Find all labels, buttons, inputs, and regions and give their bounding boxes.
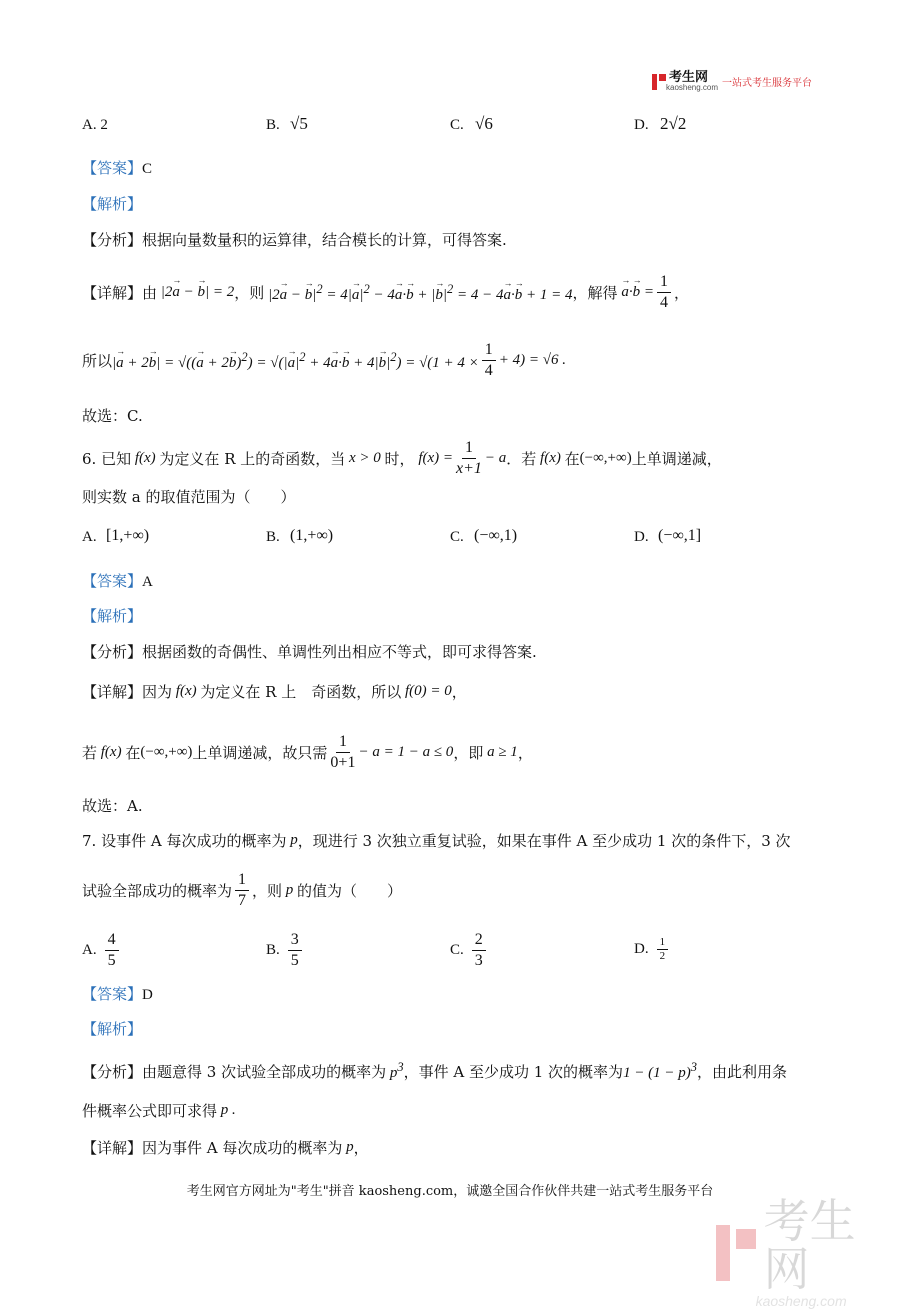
q7-fenxi-line1 xyxy=(82,1060,787,1082)
q5-answer xyxy=(82,157,152,178)
logo-name: 考生网 xyxy=(669,69,709,84)
q6-answer xyxy=(82,570,153,591)
math-expr: $p^3$ xyxy=(386,1060,404,1081)
math-expr: f(0) = 0 xyxy=(401,683,452,699)
answer-value: C xyxy=(142,161,153,177)
stem-text: ，则 xyxy=(252,882,283,900)
q6-fenxi xyxy=(82,641,537,662)
stem-text: 在 xyxy=(564,450,580,468)
answer-tag: 【答案】 xyxy=(82,159,143,177)
q6-analysis-tag: 【解析】 xyxy=(82,607,143,625)
fenxi-tag: 【分析】 xyxy=(82,643,143,661)
q6-option-b-value: (1,+∞) xyxy=(290,527,334,544)
q7-option-d xyxy=(634,936,671,963)
watermark-domain: kaosheng.com xyxy=(755,1293,847,1309)
q7-stem-line2 xyxy=(82,870,402,911)
option-label: B. xyxy=(266,942,280,958)
q5-option-b-value: √5 xyxy=(290,114,308,133)
detail-text: ，即 xyxy=(453,744,484,762)
answer-value: D xyxy=(142,987,153,1003)
math-expr: → a·→ b = xyxy=(618,284,654,301)
q7-detail-line1: 【详解】 因为事件 A 每次成功的概率为 p ， xyxy=(82,1139,369,1157)
q6-detail-line1: 【详解】 因为 f(x) 为定义在 R 上 奇函数，所以 f(0) = 0 ， xyxy=(82,683,467,701)
q7-option-a xyxy=(82,930,122,971)
q5-option-d-label: D. xyxy=(634,117,649,133)
fenxi-text: 由题意得 3 次试验全部成功的概率为 xyxy=(142,1062,387,1081)
fenxi-text: ，事件 A 至少成功 1 次的概率为 xyxy=(403,1062,624,1081)
q5-option-c-label: C. xyxy=(450,117,464,133)
fraction: $\frac{2}{3}$ xyxy=(472,930,486,971)
answer-tag: 【答案】 xyxy=(82,572,143,590)
q7-option-b xyxy=(266,930,305,971)
math-expr: |→ a + 2→ b| = √((→ a + 2→ b)$^2$) = √(|→ $a|^2 + 4\to a\cdot\to b + 4|\to b|^2) = √(1 + 4$ × xyxy=(112,350,479,372)
math-expr: x > 0 xyxy=(345,450,385,466)
detail-text: 为定义在 R 上 奇函数，所以 xyxy=(200,683,402,701)
math-expr: |2→ a − → $b|^2 = 4|\to a|^2 - 4\to a\cdot\to b$ + |→ $b|^2 = 4 - 4\to a\cdot\to b + 1 = 4$ xyxy=(264,282,572,304)
fraction: $\frac{1}{2}$ xyxy=(657,936,669,963)
q5-analysis-tag: 【解析】 xyxy=(82,195,143,213)
stem-text: ，现进行 3 次独立重复试验，如果在事件 A 至少成功 1 次的条件下，3 次 xyxy=(297,832,791,850)
stem-text: 6. 已知 xyxy=(82,450,132,468)
fenxi-text: 件概率公式即可求得 xyxy=(82,1102,218,1120)
detail-text: 所以 xyxy=(82,352,113,370)
detail-text: 由 xyxy=(142,284,158,302)
math-expr: p xyxy=(282,882,298,898)
math-expr: f(x) xyxy=(97,744,126,760)
q5-option-a: A. 2 xyxy=(82,117,108,133)
detail-text: 在 xyxy=(125,744,141,762)
fraction: $\frac{1}{4}$ xyxy=(482,340,496,381)
fraction: $\frac{3}{5}$ xyxy=(288,930,302,971)
math-expr: $1 - (1 - p)^3$ xyxy=(623,1060,698,1081)
logo-slogan: 一站式考生服务平台 xyxy=(722,78,813,89)
math-expr: |2→ a − → b| = 2 xyxy=(157,284,234,301)
fenxi-text: 根据函数的奇偶性、单调性列出相应不等式，即可求得答案. xyxy=(142,643,537,661)
math-expr: − a = 1 − a ≤ 0 xyxy=(358,744,454,760)
fenxi-text: 根据向量数量积的运算律，结合模长的计算，可得答案. xyxy=(142,231,507,249)
q6-option-b-label: B. xyxy=(266,529,280,545)
q5-option-c-value: √6 xyxy=(475,114,493,133)
stem-text: 时， xyxy=(384,450,415,468)
detail-text: 上单调递减，故只需 xyxy=(192,744,328,762)
fenxi-text: ，由此利用条 xyxy=(697,1062,788,1081)
math-expr: + 4) = √6 . xyxy=(498,352,567,368)
math-expr: (−∞,+∞) xyxy=(140,744,193,760)
q6-conclusion: 故选：A. xyxy=(82,797,143,815)
math-expr: p xyxy=(342,1139,354,1155)
math-expr: f(x) = xyxy=(414,450,453,466)
q7-fenxi-line2 xyxy=(82,1100,236,1121)
stem-text: 为定义在 R 上的奇函数，当 xyxy=(159,450,346,468)
option-label: A. xyxy=(82,942,97,958)
header-logo xyxy=(652,71,812,92)
detail-text: ，解得 xyxy=(572,284,618,302)
stem-text: 试验全部成功的概率为 xyxy=(82,882,233,900)
math-expr: f(x) xyxy=(172,683,201,699)
stem-text: ．若 xyxy=(506,450,537,468)
math-expr: a ≥ 1 xyxy=(483,744,518,760)
fenxi-tag: 【分析】 xyxy=(82,1062,143,1081)
q6-option-c-label: C. xyxy=(450,529,464,545)
xiangjie-tag: 【详解】 xyxy=(82,1139,143,1157)
answer-tag: 【答案】 xyxy=(82,985,143,1003)
math-expr: p . xyxy=(217,1102,236,1118)
fenxi-tag: 【分析】 xyxy=(82,231,143,249)
q6-option-a-value: [1,+∞) xyxy=(106,527,150,544)
q5-option-b-label: B. xyxy=(266,117,280,133)
detail-text: 因为 xyxy=(142,683,173,701)
detail-text: 因为事件 A 每次成功的概率为 xyxy=(142,1139,343,1157)
q7-answer xyxy=(82,983,153,1004)
watermark-name: 考生网 xyxy=(763,1195,856,1295)
math-expr: − a xyxy=(484,450,507,466)
q5-option-d-value: 2√2 xyxy=(660,114,687,133)
math-expr: (−∞,+∞) xyxy=(579,450,632,466)
q7-option-c xyxy=(450,930,489,971)
detail-text: 若 xyxy=(82,744,98,762)
q6-option-c-value: (−∞,1) xyxy=(474,527,518,544)
math-expr: p xyxy=(286,832,298,848)
fraction: $\frac{1}{4}$ xyxy=(657,272,671,313)
watermark-logo xyxy=(716,1197,900,1309)
logo-icon xyxy=(652,74,666,90)
q5-conclusion: 故选：C. xyxy=(82,407,143,425)
q6-stem-line1 xyxy=(82,438,722,479)
q7-analysis-tag: 【解析】 xyxy=(82,1020,143,1038)
answer-value: A xyxy=(142,574,153,590)
q6-option-d-value: (−∞,1] xyxy=(658,527,702,544)
logo-domain: kaosheng.com xyxy=(666,83,719,92)
q6-option-d-label: D. xyxy=(634,529,649,545)
option-label: C. xyxy=(450,942,464,958)
fraction: $\frac{1}{x+1}$ xyxy=(456,439,482,477)
xiangjie-tag: 【详解】 xyxy=(82,284,143,302)
stem-text: 上单调递减， xyxy=(631,450,722,468)
q5-fenxi xyxy=(82,229,507,250)
q5-detail-line1: 【详解】 由 |2→ a − → b| = 2 ，则 |2→ a − → $b|^2 = 4|\to a|^2 - 4\to a\cdot\to b$ + |→ $b|^2 = 4 - 4\to a\cdot\to b + 1 = 4$ ，解得 → a·→ b = $\frac{1}{4}$ ， xyxy=(82,272,689,313)
math-expr: f(x) xyxy=(536,450,565,466)
fraction: $\frac{1}{7}$ xyxy=(235,870,249,911)
q6-option-a-label: A. xyxy=(82,529,97,545)
math-expr: f(x) xyxy=(131,450,160,466)
option-label: D. xyxy=(634,941,649,957)
xiangjie-tag: 【详解】 xyxy=(82,683,143,701)
q7-stem-line1 xyxy=(82,830,791,851)
fraction: $\frac{4}{5}$ xyxy=(105,930,119,971)
q5-detail-line2 xyxy=(82,340,566,381)
fraction: $\frac{1}{0+1}$ xyxy=(330,733,356,771)
stem-text: 的值为（ ） xyxy=(297,882,403,900)
q6-stem-line2: 则实数 a 的取值范围为（ ） xyxy=(82,488,296,506)
footer-text: 考生网官方网址为"考生"拼音 kaosheng.com，诚邀全国合作伙伴共建一站式考生服务平台 xyxy=(186,1184,714,1199)
q6-detail-line2: 若 f(x) 在 (−∞,+∞) 上单调递减，故只需 $\frac{1}{0+1}$ − a = 1 − a ≤ 0 ，即 a ≥ 1 ， xyxy=(82,733,533,771)
detail-text: ，则 xyxy=(234,284,265,302)
stem-text: 7. 设事件 A 每次成功的概率为 xyxy=(82,832,287,850)
